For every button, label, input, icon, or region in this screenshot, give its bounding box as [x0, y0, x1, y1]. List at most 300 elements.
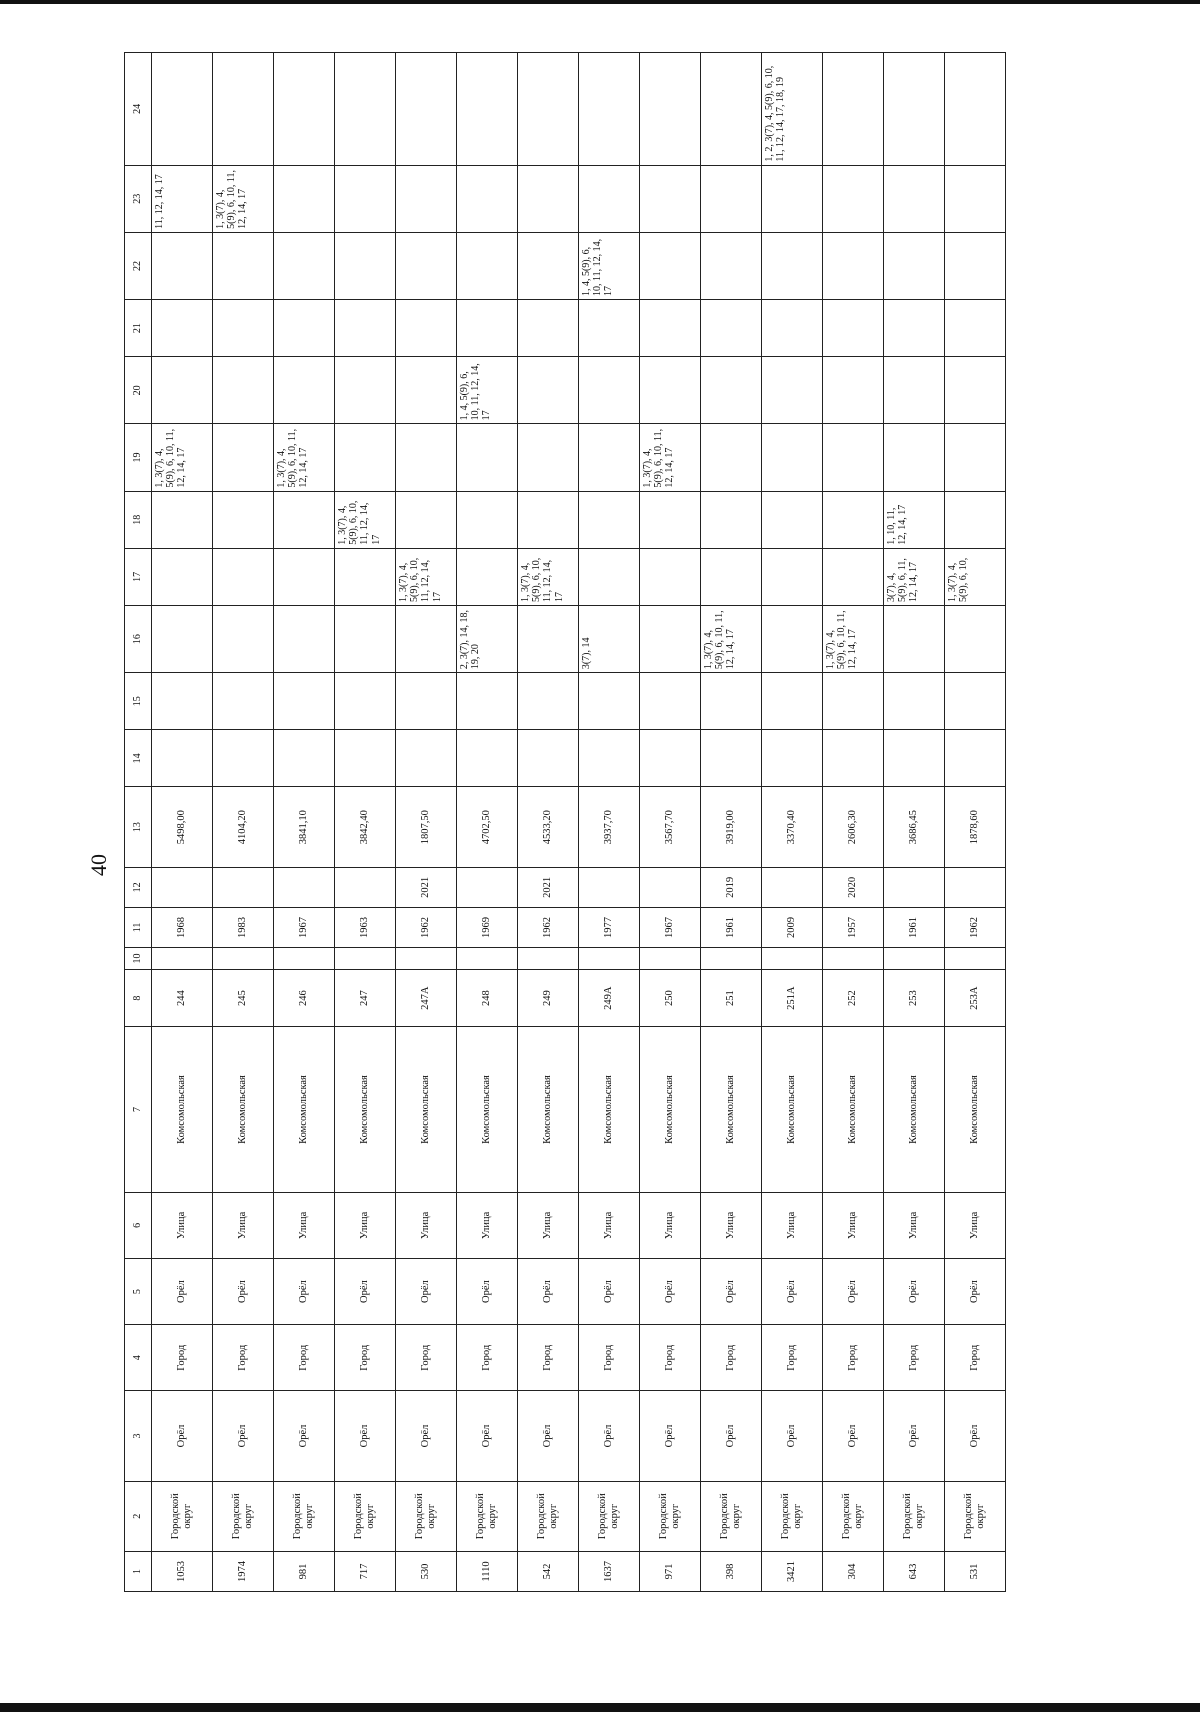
- cell-col-19: [762, 424, 823, 491]
- cell-col-17: [274, 548, 335, 605]
- cell-col-14: [152, 730, 213, 787]
- cell-col-24: [396, 53, 457, 166]
- cell-col-7: Комсомольская: [518, 1027, 579, 1193]
- cell-col-10: [945, 948, 1006, 970]
- cell-col-10: [762, 948, 823, 970]
- cell-col-21: [945, 300, 1006, 357]
- cell-col-12: 2020: [823, 867, 884, 907]
- cell-col-12: [884, 867, 945, 907]
- cell-col-10: [335, 948, 396, 970]
- cell-col-19: [335, 424, 396, 491]
- cell-col-1: 643: [884, 1551, 945, 1591]
- cell-col-4: Город: [335, 1325, 396, 1391]
- cell-col-2: Городской округ: [884, 1481, 945, 1551]
- cell-col-17: [701, 548, 762, 605]
- cell-col-11: 1963: [335, 907, 396, 947]
- cell-col-12: 2021: [518, 867, 579, 907]
- cell-col-4: Город: [213, 1325, 274, 1391]
- cell-col-17: [823, 548, 884, 605]
- cell-col-21: [274, 300, 335, 357]
- cell-col-15: [579, 673, 640, 730]
- cell-col-16: 2, 3(7), 14, 18, 19, 20: [457, 605, 518, 672]
- table-row: [884, 53, 945, 1592]
- table-row: [762, 53, 823, 1592]
- cell-col-7: Комсомольская: [640, 1027, 701, 1193]
- cell-col-6: Улица: [823, 1192, 884, 1258]
- rotated-page: [124, 52, 1074, 1592]
- cell-col-8: 251: [701, 970, 762, 1027]
- cell-col-10: [396, 948, 457, 970]
- cell-col-19: 1, 3(7), 4, 5(9), 6, 10, 11, 12, 14, 17: [640, 424, 701, 491]
- cell-col-10: [213, 948, 274, 970]
- cell-col-3: Орёл: [579, 1391, 640, 1481]
- cell-col-4: Город: [396, 1325, 457, 1391]
- cell-col-6: Улица: [335, 1192, 396, 1258]
- column-number-row: [125, 53, 152, 1592]
- cell-col-16: [945, 605, 1006, 672]
- cell-col-6: Улица: [518, 1192, 579, 1258]
- cell-col-5: Орёл: [396, 1258, 457, 1324]
- cell-col-17: 1, 3(7), 4, 5(9), 6, 10, 11, 12, 14, 17: [396, 548, 457, 605]
- cell-col-23: 1, 3(7), 4, 5(9), 6, 10, 11, 12, 14, 17: [213, 165, 274, 232]
- cell-col-17: 1, 3(7), 4, 5(9), 6, 10,: [945, 548, 1006, 605]
- cell-col-6: Улица: [274, 1192, 335, 1258]
- column-number-21: 21: [125, 300, 152, 357]
- cell-col-15: [640, 673, 701, 730]
- cell-col-15: [823, 673, 884, 730]
- cell-col-10: [152, 948, 213, 970]
- cell-col-19: [396, 424, 457, 491]
- cell-col-1: 542: [518, 1551, 579, 1591]
- cell-col-11: 1983: [213, 907, 274, 947]
- cell-col-12: [213, 867, 274, 907]
- cell-col-1: 398: [701, 1551, 762, 1591]
- cell-col-5: Орёл: [884, 1258, 945, 1324]
- cell-col-11: 1967: [274, 907, 335, 947]
- cell-col-18: 1, 10, 11, 12, 14, 17: [884, 491, 945, 548]
- cell-col-23: [457, 165, 518, 232]
- table-row: [579, 53, 640, 1592]
- cell-col-17: [213, 548, 274, 605]
- cell-col-23: 11, 12, 14, 17: [152, 165, 213, 232]
- cell-col-14: [762, 730, 823, 787]
- cell-col-19: 1, 3(7), 4, 5(9), 6, 10, 11, 12, 14, 17: [152, 424, 213, 491]
- column-number-10: 10: [125, 948, 152, 970]
- cell-col-7: Комсомольская: [274, 1027, 335, 1193]
- cell-col-2: Городской округ: [213, 1481, 274, 1551]
- cell-col-16: [274, 605, 335, 672]
- cell-col-5: Орёл: [457, 1258, 518, 1324]
- cell-col-3: Орёл: [823, 1391, 884, 1481]
- cell-col-13: 4104,20: [213, 787, 274, 867]
- cell-col-5: Орёл: [335, 1258, 396, 1324]
- cell-col-22: [701, 232, 762, 299]
- table-row: [152, 53, 213, 1592]
- cell-col-12: 2019: [701, 867, 762, 907]
- cell-col-8: 250: [640, 970, 701, 1027]
- cell-col-3: Орёл: [945, 1391, 1006, 1481]
- cell-col-2: Городской округ: [945, 1481, 1006, 1551]
- cell-col-8: 245: [213, 970, 274, 1027]
- cell-col-8: 253А: [945, 970, 1006, 1027]
- cell-col-7: Комсомольская: [884, 1027, 945, 1193]
- cell-col-18: [457, 491, 518, 548]
- cell-col-12: [640, 867, 701, 907]
- column-number-15: 15: [125, 673, 152, 730]
- cell-col-20: [579, 357, 640, 424]
- cell-col-4: Город: [945, 1325, 1006, 1391]
- cell-col-20: [701, 357, 762, 424]
- cell-col-16: [518, 605, 579, 672]
- cell-col-17: [457, 548, 518, 605]
- cell-col-15: [701, 673, 762, 730]
- cell-col-2: Городской округ: [579, 1481, 640, 1551]
- cell-col-21: [823, 300, 884, 357]
- cell-col-15: [518, 673, 579, 730]
- cell-col-1: 1053: [152, 1551, 213, 1591]
- cell-col-16: [152, 605, 213, 672]
- cell-col-4: Город: [701, 1325, 762, 1391]
- cell-col-8: 253: [884, 970, 945, 1027]
- cell-col-22: [335, 232, 396, 299]
- cell-col-2: Городской округ: [640, 1481, 701, 1551]
- cell-col-18: [701, 491, 762, 548]
- cell-col-22: [213, 232, 274, 299]
- column-number-13: 13: [125, 787, 152, 867]
- cell-col-20: [823, 357, 884, 424]
- housing-registry-table: [124, 52, 1006, 1592]
- cell-col-13: 3842,40: [335, 787, 396, 867]
- cell-col-2: Городской округ: [823, 1481, 884, 1551]
- cell-col-11: 1968: [152, 907, 213, 947]
- cell-col-4: Город: [823, 1325, 884, 1391]
- cell-col-16: [762, 605, 823, 672]
- cell-col-11: 2009: [762, 907, 823, 947]
- cell-col-8: 247А: [396, 970, 457, 1027]
- cell-col-6: Улица: [579, 1192, 640, 1258]
- cell-col-15: [762, 673, 823, 730]
- cell-col-16: [884, 605, 945, 672]
- cell-col-13: 1878,60: [945, 787, 1006, 867]
- cell-col-10: [701, 948, 762, 970]
- column-number-1: 1: [125, 1551, 152, 1591]
- cell-col-12: [152, 867, 213, 907]
- cell-col-2: Городской округ: [762, 1481, 823, 1551]
- table-row: [518, 53, 579, 1592]
- cell-col-5: Орёл: [152, 1258, 213, 1324]
- cell-col-21: [640, 300, 701, 357]
- cell-col-16: 3(7), 14: [579, 605, 640, 672]
- cell-col-20: [640, 357, 701, 424]
- cell-col-21: [701, 300, 762, 357]
- cell-col-11: 1969: [457, 907, 518, 947]
- cell-col-14: [274, 730, 335, 787]
- cell-col-24: [701, 53, 762, 166]
- cell-col-21: [396, 300, 457, 357]
- cell-col-24: [945, 53, 1006, 166]
- cell-col-24: [457, 53, 518, 166]
- cell-col-8: 251А: [762, 970, 823, 1027]
- cell-col-5: Орёл: [640, 1258, 701, 1324]
- cell-col-11: 1962: [945, 907, 1006, 947]
- cell-col-1: 981: [274, 1551, 335, 1591]
- cell-col-4: Город: [762, 1325, 823, 1391]
- cell-col-18: [945, 491, 1006, 548]
- cell-col-5: Орёл: [518, 1258, 579, 1324]
- cell-col-13: 3937,70: [579, 787, 640, 867]
- cell-col-3: Орёл: [457, 1391, 518, 1481]
- column-number-14: 14: [125, 730, 152, 787]
- cell-col-12: [579, 867, 640, 907]
- cell-col-21: [579, 300, 640, 357]
- cell-col-11: 1962: [396, 907, 457, 947]
- cell-col-12: [335, 867, 396, 907]
- cell-col-1: 304: [823, 1551, 884, 1591]
- cell-col-15: [213, 673, 274, 730]
- column-number-22: 22: [125, 232, 152, 299]
- cell-col-10: [518, 948, 579, 970]
- table-row: [396, 53, 457, 1592]
- cell-col-15: [274, 673, 335, 730]
- cell-col-14: [945, 730, 1006, 787]
- cell-col-15: [396, 673, 457, 730]
- cell-col-7: Комсомольская: [701, 1027, 762, 1193]
- table-body: [152, 53, 1006, 1592]
- column-number-8: 8: [125, 970, 152, 1027]
- table-row: [274, 53, 335, 1592]
- cell-col-22: [274, 232, 335, 299]
- cell-col-13: 3370,40: [762, 787, 823, 867]
- cell-col-8: 252: [823, 970, 884, 1027]
- cell-col-13: 3567,70: [640, 787, 701, 867]
- cell-col-18: [640, 491, 701, 548]
- cell-col-13: 3686,45: [884, 787, 945, 867]
- cell-col-19: [945, 424, 1006, 491]
- cell-col-4: Город: [518, 1325, 579, 1391]
- cell-col-22: 1, 4, 5(9), 6, 10, 11, 12, 14, 17: [579, 232, 640, 299]
- cell-col-10: [457, 948, 518, 970]
- cell-col-17: [640, 548, 701, 605]
- cell-col-16: [640, 605, 701, 672]
- cell-col-3: Орёл: [640, 1391, 701, 1481]
- cell-col-11: 1962: [518, 907, 579, 947]
- cell-col-14: [884, 730, 945, 787]
- cell-col-24: [518, 53, 579, 166]
- cell-col-23: [884, 165, 945, 232]
- cell-col-20: [335, 357, 396, 424]
- bottom-border-line: [0, 1703, 1200, 1712]
- page-number: 40: [86, 854, 111, 876]
- cell-col-14: [457, 730, 518, 787]
- cell-col-2: Городской округ: [518, 1481, 579, 1551]
- cell-col-2: Городской округ: [274, 1481, 335, 1551]
- cell-col-4: Город: [884, 1325, 945, 1391]
- column-number-16: 16: [125, 605, 152, 672]
- cell-col-24: [579, 53, 640, 166]
- cell-col-24: [152, 53, 213, 166]
- cell-col-15: [152, 673, 213, 730]
- cell-col-20: [274, 357, 335, 424]
- cell-col-22: [640, 232, 701, 299]
- cell-col-17: 1, 3(7), 4, 5(9), 6, 10, 11, 12, 14, 17: [518, 548, 579, 605]
- cell-col-12: [945, 867, 1006, 907]
- cell-col-6: Улица: [213, 1192, 274, 1258]
- cell-col-6: Улица: [396, 1192, 457, 1258]
- cell-col-8: 249А: [579, 970, 640, 1027]
- cell-col-24: [884, 53, 945, 166]
- table-row: [335, 53, 396, 1592]
- cell-col-10: [884, 948, 945, 970]
- cell-col-5: Орёл: [274, 1258, 335, 1324]
- cell-col-1: 717: [335, 1551, 396, 1591]
- cell-col-22: [396, 232, 457, 299]
- cell-col-8: 247: [335, 970, 396, 1027]
- column-number-4: 4: [125, 1325, 152, 1391]
- cell-col-19: [701, 424, 762, 491]
- cell-col-7: Комсомольская: [945, 1027, 1006, 1193]
- cell-col-15: [335, 673, 396, 730]
- table-row: [213, 53, 274, 1592]
- cell-col-11: 1977: [579, 907, 640, 947]
- cell-col-14: [823, 730, 884, 787]
- cell-col-8: 249: [518, 970, 579, 1027]
- cell-col-17: [335, 548, 396, 605]
- cell-col-24: [213, 53, 274, 166]
- cell-col-7: Комсомольская: [762, 1027, 823, 1193]
- cell-col-3: Орёл: [152, 1391, 213, 1481]
- cell-col-4: Город: [640, 1325, 701, 1391]
- cell-col-19: 1, 3(7), 4, 5(9), 6, 10, 11, 12, 14, 17: [274, 424, 335, 491]
- column-number-11: 11: [125, 907, 152, 947]
- cell-col-14: [640, 730, 701, 787]
- cell-col-17: [579, 548, 640, 605]
- cell-col-20: [152, 357, 213, 424]
- cell-col-7: Комсомольская: [213, 1027, 274, 1193]
- cell-col-1: 971: [640, 1551, 701, 1591]
- cell-col-23: [274, 165, 335, 232]
- cell-col-22: [762, 232, 823, 299]
- cell-col-4: Город: [457, 1325, 518, 1391]
- cell-col-2: Городской округ: [701, 1481, 762, 1551]
- cell-col-3: Орёл: [884, 1391, 945, 1481]
- cell-col-18: [213, 491, 274, 548]
- cell-col-3: Орёл: [335, 1391, 396, 1481]
- cell-col-18: [152, 491, 213, 548]
- cell-col-15: [457, 673, 518, 730]
- column-number-12: 12: [125, 867, 152, 907]
- cell-col-16: 1, 3(7), 4, 5(9), 6, 10, 11, 12, 14, 17: [701, 605, 762, 672]
- cell-col-7: Комсомольская: [396, 1027, 457, 1193]
- cell-col-5: Орёл: [579, 1258, 640, 1324]
- column-number-6: 6: [125, 1192, 152, 1258]
- cell-col-14: [518, 730, 579, 787]
- cell-col-24: 1, 2, 3(7), 4, 5(9), 6, 10, 11, 12, 14, 17, 18, 19: [762, 53, 823, 166]
- cell-col-18: [274, 491, 335, 548]
- cell-col-14: [701, 730, 762, 787]
- cell-col-5: Орёл: [945, 1258, 1006, 1324]
- cell-col-24: [335, 53, 396, 166]
- column-number-18: 18: [125, 491, 152, 548]
- cell-col-14: [213, 730, 274, 787]
- cell-col-22: [457, 232, 518, 299]
- cell-col-5: Орёл: [762, 1258, 823, 1324]
- cell-col-21: [152, 300, 213, 357]
- cell-col-19: [884, 424, 945, 491]
- table-row: [701, 53, 762, 1592]
- table-row: [457, 53, 518, 1592]
- cell-col-20: [396, 357, 457, 424]
- cell-col-11: 1961: [884, 907, 945, 947]
- cell-col-20: [518, 357, 579, 424]
- cell-col-20: 1, 4, 5(9), 6, 10, 11, 12, 14, 17: [457, 357, 518, 424]
- cell-col-1: 1974: [213, 1551, 274, 1591]
- cell-col-22: [518, 232, 579, 299]
- cell-col-18: [823, 491, 884, 548]
- cell-col-23: [640, 165, 701, 232]
- column-number-5: 5: [125, 1258, 152, 1324]
- cell-col-6: Улица: [457, 1192, 518, 1258]
- column-number-19: 19: [125, 424, 152, 491]
- cell-col-1: 530: [396, 1551, 457, 1591]
- cell-col-3: Орёл: [213, 1391, 274, 1481]
- cell-col-18: [396, 491, 457, 548]
- cell-col-5: Орёл: [823, 1258, 884, 1324]
- column-number-7: 7: [125, 1027, 152, 1193]
- cell-col-13: 1807,50: [396, 787, 457, 867]
- top-border-line: [0, 0, 1200, 4]
- cell-col-19: [518, 424, 579, 491]
- cell-col-22: [884, 232, 945, 299]
- cell-col-22: [823, 232, 884, 299]
- column-number-17: 17: [125, 548, 152, 605]
- cell-col-20: [884, 357, 945, 424]
- cell-col-3: Орёл: [762, 1391, 823, 1481]
- cell-col-12: 2021: [396, 867, 457, 907]
- cell-col-16: 1, 3(7), 4, 5(9), 6, 10, 11, 12, 14, 17: [823, 605, 884, 672]
- cell-col-3: Орёл: [701, 1391, 762, 1481]
- cell-col-18: [762, 491, 823, 548]
- cell-col-1: 531: [945, 1551, 1006, 1591]
- cell-col-10: [823, 948, 884, 970]
- table-row: [823, 53, 884, 1592]
- cell-col-12: [762, 867, 823, 907]
- cell-col-24: [823, 53, 884, 166]
- cell-col-20: [762, 357, 823, 424]
- column-number-20: 20: [125, 357, 152, 424]
- column-number-3: 3: [125, 1391, 152, 1481]
- cell-col-7: Комсомольская: [457, 1027, 518, 1193]
- cell-col-1: 1637: [579, 1551, 640, 1591]
- cell-col-8: 244: [152, 970, 213, 1027]
- cell-col-6: Улица: [640, 1192, 701, 1258]
- cell-col-3: Орёл: [274, 1391, 335, 1481]
- cell-col-4: Город: [274, 1325, 335, 1391]
- cell-col-16: [335, 605, 396, 672]
- cell-col-15: [945, 673, 1006, 730]
- cell-col-13: 5498,00: [152, 787, 213, 867]
- cell-col-19: [457, 424, 518, 491]
- cell-col-11: 1961: [701, 907, 762, 947]
- cell-col-12: [274, 867, 335, 907]
- cell-col-13: 3841,10: [274, 787, 335, 867]
- cell-col-21: [518, 300, 579, 357]
- cell-col-13: 3919,00: [701, 787, 762, 867]
- cell-col-23: [579, 165, 640, 232]
- cell-col-13: 4533,20: [518, 787, 579, 867]
- cell-col-10: [579, 948, 640, 970]
- column-number-2: 2: [125, 1481, 152, 1551]
- column-number-24: 24: [125, 53, 152, 166]
